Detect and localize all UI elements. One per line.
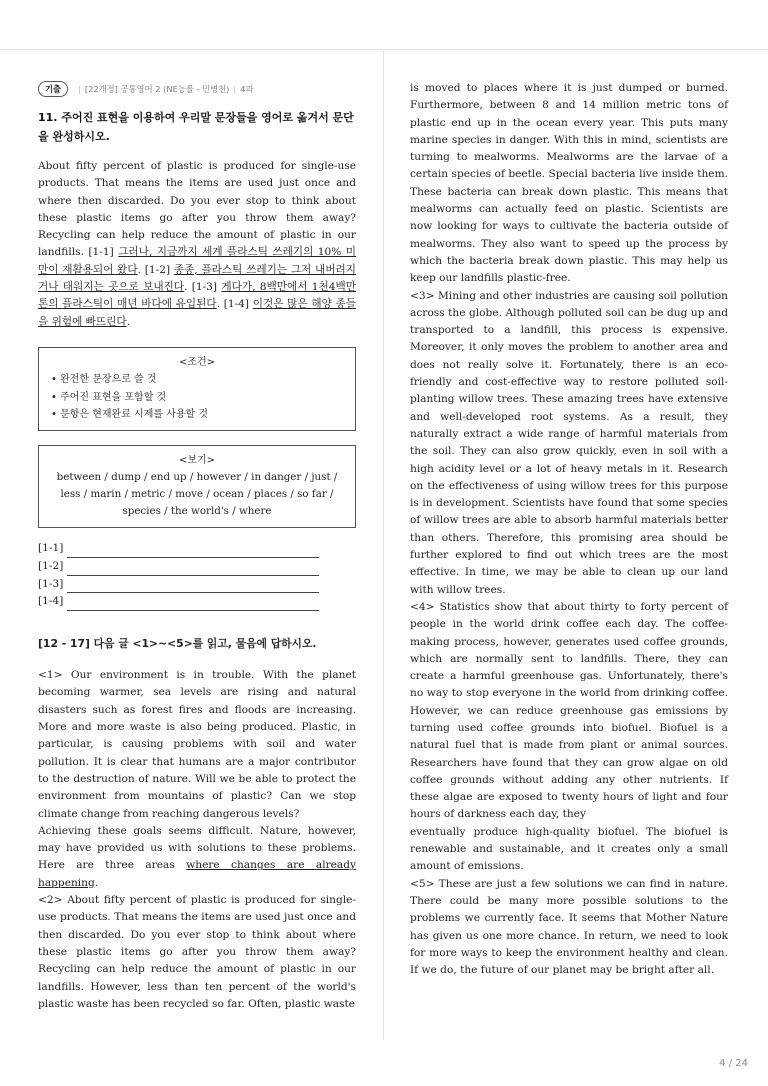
answer-line-1[interactable]: [1-1] (38, 540, 356, 558)
answer-line-3[interactable]: [1-3] (38, 576, 356, 594)
question-11-title: 11. 주어진 표현을 이용하여 우리말 문장들을 영어로 옮겨서 문단을 완성하시오. (38, 111, 354, 143)
passage-1: <1> Our environment is in trouble. With the planet becoming warmer, sea levels are rising and natural disasters such as forest fires and floods are increasing. More and more waste is also being produced. Plastic, in particular, is causing problems with soil and water pollution. It is clear that humans are a major contributor to the destruction of nature. Will we be able to protect the environment from mountains of plastic? Can we stop climate change from reaching dangerous levels? (38, 669, 356, 820)
header-rule (0, 49, 768, 50)
passage-4: <4> Statistics show that about thirty to forty percent of people in the world drink coffee each day. The coffee-making process, however, generates used coffee grounds, which are normally sent to landfills. There, they can create a harmful greenhouse gas. Unfortunately, there's no way to stop everyone in the world from drinking coffee. However, we can reduce greenhouse gas emissions by turning used coffee grounds into biofuel. Biofuel is a natural fuel that is made from plant or animal sources. Researchers have found that they can grow algae on old coffee grounds without adding any other nutrients. If these algae are exposed to twenty hours of light and four hours of darkness each day, they (410, 600, 728, 821)
left-column (38, 80, 356, 1013)
source-lesson: 4과 (240, 84, 254, 94)
answer-lines (38, 540, 356, 611)
condition-item: • 완전한 문장으로 쓸 것 (51, 371, 343, 389)
source-line: 기출 | [22개정] 공통영어 2 (NE능률 - 민병천) | 4과 (38, 80, 356, 98)
question-12-17-title: [12 - 17] 다음 글 <1>~<5>를 읽고, 물음에 답하시오. (38, 637, 317, 651)
korean-sentence-4: 이것은 많은 해양 종들을 위험에 빠뜨린다 (38, 298, 356, 328)
korean-sentence-3: 게다가, 8백만에서 1천4백만 톤의 플라스틱이 매년 바다에 유입된다 (38, 281, 356, 311)
answer-line-4[interactable]: [1-4] (38, 593, 356, 611)
passage-5: <5> These are just a few solutions we can find in nature. There could be many more possible solutions to the problems we currently face. It seems that Mother Nature has given us one more chance. In return, we need to look for more ways to keep the environment healthy and clean. If we do, the future of our planet may be bright after all. (410, 877, 728, 977)
passage-3: <3> Mining and other industries are causing soil pollution across the globe. Although polluted soil can be dug up and transported to a landfill, this process is expensive. Moreover, it only moves the problem to another area and does not really solve it. Fortunately, there is an eco-friendly and cost-effective way to restore polluted soil-planting willow trees. These amazing trees have extensive and well-developed root systems. As a result, they naturally extract a wide range of harmful materials from the soil. They can also grow quickly, even in soil with a high acidity level or a lot of heavy metals in it. Research on the effectiveness of using willow trees for this purpose is in development. Scientists have found that some species of willow trees are able to absorb harmful materials better than others. Therefore, this promising area should be further explored to find out which trees are the most effective. In time, we may be able to clean up our land with willow trees. (410, 289, 728, 596)
bogi-title: <보기> (178, 454, 216, 466)
source-exam: [22개정] 공통영어 2 (NE능률 - 민병천) (84, 84, 230, 94)
korean-sentence-1: 그러나, 지금까지 세계 플라스틱 쓰레기의 10% 미만이 재활용되어 왔다 (38, 246, 356, 276)
condition-box (38, 347, 356, 431)
passage-1-continued: Achieving these goals seems difficult. Nature, however, may have provided us with solutions to these problems. Here are three areas where changes are already happening. (38, 824, 357, 889)
right-column (410, 80, 728, 979)
passage-2-continued: is moved to places where it is just dumped or burned. Furthermore, between 8 and 14 million metric tons of plastic end up in the ocean every year. This puts many marine species in danger. With this in mind, scientists are turning to mealworms. Mealworms are the larvae of a certain species of beetle. Special bacteria live inside them. These bacteria can break down plastic. This means that mealworms can actually feed on plastic. Scientists are now looking for ways to cultivate the bacteria outside of mealworms. They also want to speed up the process by which the bacteria break down plastic. This may help us keep our landfills plastic-free. (410, 82, 728, 285)
passage-4-continued: eventually produce high-quality biofuel. The biofuel is renewable and sustainable, and it creates only a small amount of emissions. (410, 825, 728, 873)
column-divider (383, 50, 384, 1040)
question-11-passage: About fifty percent of plastic is produced for single-use products. That means the items are used just once and where then discarded. Do you ever stop to think about these plastic items go after you throw them away? Recycling can help reduce the amount of plastic in our landfills. [1-1] 그러나, 지금까지 세계 플라스틱 쓰레기의 10% 미만이 재활용되어 왔다. [1-2] 종종, 플라스틱 쓰레기는 그저 내버려지거나 태워지는 곳으로 보내진다. [1-3] 게다가, 8백만에서 1천4백만 톤의 플라스틱이 매년 바다에 유입된다. [1-4] 이것은 많은 해양 종들을 위험에 빠뜨린다. (38, 160, 356, 328)
source-badge: 기출 (38, 81, 68, 97)
passage-2: <2> About fifty percent of plastic is produced for single-use products. That means the items are used just once and then discarded. Do you ever stop to think about where these plastic items go after you throw them away? Recycling can help reduce the amount of plastic in our landfills. However, less than ten percent of the world's plastic waste has been recycled so far. Often, plastic waste (38, 894, 356, 1010)
condition-item: • 문항은 현재완료 시제를 사용할 것 (51, 406, 343, 424)
bogi-words: between / dump / end up / however / in danger / just / less / marin / metric / move / ocean / places / so far / species / the world's / where (56, 470, 338, 517)
korean-sentence-2: 종종, 플라스틱 쓰레기는 그저 내버려지거나 태워지는 곳으로 보내진다 (38, 263, 356, 294)
condition-item: • 주어진 표현을 포함할 것 (51, 389, 343, 407)
bogi-box (38, 445, 356, 528)
condition-title: <조건> (178, 356, 216, 368)
answer-line-2[interactable]: [1-2] (38, 558, 356, 576)
underlined-phrase: where changes are already happening (38, 859, 357, 889)
condition-list (51, 371, 343, 424)
page-number: 4 / 24 (719, 1058, 748, 1069)
